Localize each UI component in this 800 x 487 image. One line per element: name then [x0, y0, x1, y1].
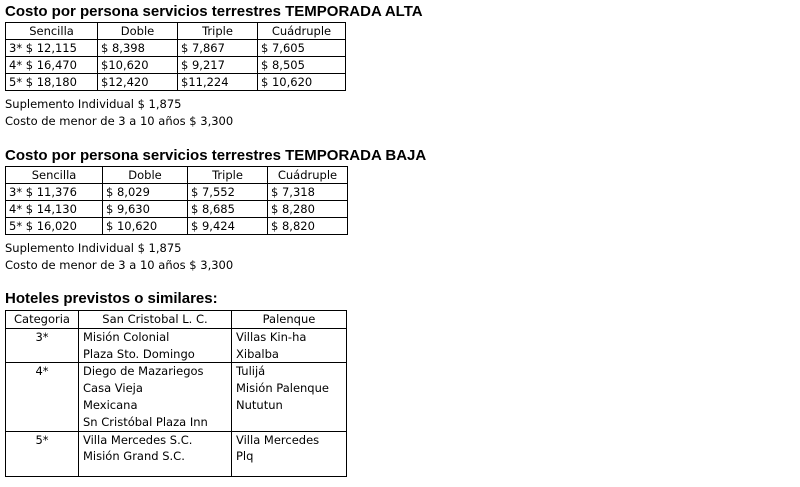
col-header-cuadruple: Cuádruple [258, 23, 346, 40]
san-cristobal-hotels-cell [79, 363, 232, 431]
table-row [6, 201, 348, 218]
table-cell: 4* $ 16,470 [6, 57, 98, 74]
palenque-hotels-cell [232, 431, 347, 476]
hotel-name: Villa Mercedes S.C. [83, 432, 193, 447]
palenque-hotels-cell [232, 328, 347, 363]
table-cell: $12,420 [98, 74, 178, 91]
table-cell: $ 10,620 [258, 74, 346, 91]
table-row [6, 328, 347, 363]
child-cost-note: Costo de menor de 3 a 10 años $ 3,300 [5, 258, 234, 272]
table-header-row [6, 23, 346, 40]
child-cost-note: Costo de menor de 3 a 10 años $ 3,300 [5, 114, 234, 128]
col-header-categoria: Categoria [6, 311, 79, 329]
hotel-name: Casa Vieja [83, 381, 143, 396]
san-cristobal-hotels-cell [79, 328, 232, 363]
col-header-cuadruple: Cuádruple [268, 167, 348, 184]
table-row [6, 40, 346, 57]
low-season-title: Costo por persona servicios terrestres TEMPORADA BAJA [5, 147, 427, 164]
table-cell: $ 8,280 [268, 201, 348, 218]
table-cell: $ 10,620 [103, 218, 188, 235]
table-cell: $ 9,217 [178, 57, 258, 74]
col-header-doble: Doble [103, 167, 188, 184]
table-cell: $ 8,820 [268, 218, 348, 235]
table-cell: 5* $ 16,020 [6, 218, 103, 235]
table-cell: $ 8,505 [258, 57, 346, 74]
table-row [6, 431, 347, 476]
table-header-row [6, 311, 347, 329]
san-cristobal-hotels-cell [79, 431, 232, 476]
table-cell: $ 7,867 [178, 40, 258, 57]
col-header-triple: Triple [188, 167, 268, 184]
low-season-table [5, 166, 348, 235]
table-cell: 3* $ 11,376 [6, 184, 103, 201]
col-header-palenque: Palenque [232, 311, 347, 329]
hotel-name: Xibalba [236, 346, 279, 361]
hotels-title: Hoteles previstos o similares: [5, 290, 218, 307]
col-header-triple: Triple [178, 23, 258, 40]
table-cell: $ 7,552 [188, 184, 268, 201]
col-header-sencilla: Sencilla [6, 167, 103, 184]
hotels-table [5, 310, 347, 477]
hotel-name: Sn Cristóbal Plaza Inn [83, 414, 208, 429]
table-row [6, 218, 348, 235]
category-cell: 5* [6, 431, 79, 476]
col-header-doble: Doble [98, 23, 178, 40]
table-cell: $ 9,424 [188, 218, 268, 235]
table-header-row [6, 167, 348, 184]
col-header-sencilla: Sencilla [6, 23, 98, 40]
table-cell: $ 8,029 [103, 184, 188, 201]
category-cell: 4* [6, 363, 79, 431]
table-cell: 4* $ 14,130 [6, 201, 103, 218]
high-season-title: Costo por persona servicios terrestres TEMPORADA ALTA [5, 3, 423, 20]
hotel-name: Plq [236, 449, 254, 464]
hotel-name: Nututun [236, 397, 283, 412]
hotel-name: Plaza Sto. Domingo [83, 346, 195, 361]
table-cell: 5* $ 18,180 [6, 74, 98, 91]
table-row [6, 74, 346, 91]
table-row [6, 57, 346, 74]
hotel-name: Misión Grand S.C. [83, 449, 185, 464]
palenque-hotels-cell [232, 363, 347, 431]
single-supplement-note: Suplemento Individual $ 1,875 [5, 97, 182, 111]
table-cell: $ 7,318 [268, 184, 348, 201]
hotel-name: Diego de Mazariegos [83, 364, 204, 379]
hotel-name: Mexicana [83, 397, 138, 412]
table-row [6, 184, 348, 201]
table-cell: $ 8,398 [98, 40, 178, 57]
hotel-name: Misión Colonial [83, 329, 170, 344]
table-cell: $10,620 [98, 57, 178, 74]
table-cell: $ 8,685 [188, 201, 268, 218]
single-supplement-note: Suplemento Individual $ 1,875 [5, 241, 182, 255]
table-cell: 3* $ 12,115 [6, 40, 98, 57]
table-cell: $11,224 [178, 74, 258, 91]
hotel-name: Villas Kin-ha [236, 329, 307, 344]
hotel-name: Tulijá [236, 364, 266, 379]
category-cell: 3* [6, 328, 79, 363]
high-season-table [5, 22, 346, 91]
col-header-san-cristobal: San Cristobal L. C. [79, 311, 232, 329]
hotel-name: Misión Palenque [236, 381, 329, 396]
table-row [6, 363, 347, 431]
hotel-name: Villa Mercedes [236, 432, 320, 447]
table-cell: $ 7,605 [258, 40, 346, 57]
table-cell: $ 9,630 [103, 201, 188, 218]
